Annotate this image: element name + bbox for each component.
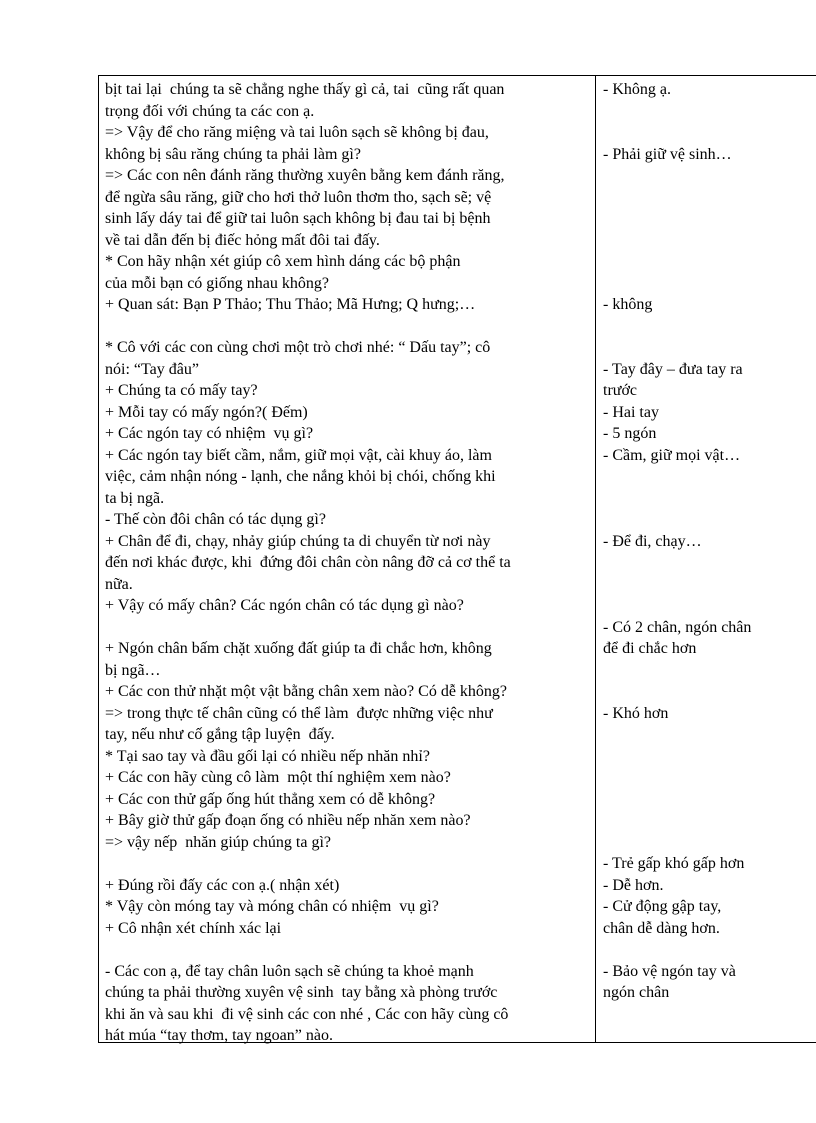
child-text-line <box>603 574 816 596</box>
child-text-line <box>603 746 816 768</box>
child-text-line: - Dễ hơn. <box>603 876 664 894</box>
child-text-line <box>603 789 816 811</box>
column-divider <box>595 76 596 1042</box>
teacher-text-line: ta bị ngã. <box>105 489 165 507</box>
child-text-line <box>603 767 816 789</box>
child-text-line: để đi chắc hơn <box>603 640 697 657</box>
child-text-line: - Bảo vệ ngón tay và <box>603 962 736 980</box>
teacher-text-line: bị ngã… <box>105 661 161 679</box>
child-text-line <box>603 595 816 617</box>
child-text-line: - Có 2 chân, ngón chân <box>603 618 752 636</box>
child-text-line <box>603 832 816 854</box>
child-text-line: - Cử động gập tay, <box>603 898 722 915</box>
lesson-table <box>98 75 816 1043</box>
teacher-text-line: nữa. <box>105 575 133 593</box>
teacher-text-line: - Các con ạ, để tay chân luôn sạch sẽ chúng ta khoẻ mạnh <box>105 962 474 980</box>
child-text-line <box>603 230 816 252</box>
child-text-line: - Hai tay <box>603 403 659 421</box>
teacher-text-line: của mỗi bạn có giống nhau không? <box>105 274 329 292</box>
teacher-text-line: + Đúng rồi đấy các con ạ.( nhận xét) <box>105 876 340 894</box>
child-text-line <box>603 939 816 961</box>
teacher-text-line: * Cô với các con cùng chơi một trò chơi nhé: “ Dấu tay”; cô <box>105 339 491 356</box>
teacher-text-line <box>105 853 589 875</box>
teacher-text-line: đến nơi khác được, khi đứng đôi chân còn nâng đỡ cả cơ thể ta <box>105 554 511 571</box>
teacher-text-line: => vậy nếp nhăn giúp chúng ta gì? <box>105 833 331 851</box>
child-text-line <box>603 466 816 488</box>
child-text-line: - Tay đây – đưa tay ra <box>603 360 743 378</box>
child-text-line <box>603 660 816 682</box>
teacher-text-line: => Vậy để cho răng miệng và tai luôn sạch sẽ không bị đau, <box>105 124 489 141</box>
child-text-line <box>603 724 816 746</box>
child-text-line: - Trẻ gấp khó gấp hơn <box>603 855 745 872</box>
teacher-text-line: + Các con hãy cùng cô làm một thí nghiệm xem nào? <box>105 769 451 786</box>
child-text-line <box>603 488 816 510</box>
teacher-text-line: hát múa “tay thơm, tay ngoan” nào. <box>105 1027 333 1044</box>
teacher-text-line: việc, cảm nhận nóng - lạnh, che nắng khỏi bị chói, chống khi <box>105 468 496 485</box>
teacher-text-line: + Mỗi tay có mấy ngón?( Đếm) <box>105 403 308 421</box>
teacher-text-line: => trong thực tế chân cũng có thể làm được những việc như <box>105 704 493 722</box>
child-text-line <box>603 122 816 144</box>
teacher-text-line: + Cô nhận xét chính xác lại <box>105 919 282 937</box>
teacher-text-line: để ngừa sâu răng, giữ cho hơi thở luôn thơm tho, sạch sẽ; vệ <box>105 188 492 206</box>
teacher-activity-column <box>105 79 589 1047</box>
teacher-text-line <box>105 617 589 639</box>
child-text-line: - Không ạ. <box>603 81 671 98</box>
teacher-text-line: + Bây giờ thử gấp đoạn ống có nhiều nếp nhăn xem nào? <box>105 812 471 829</box>
teacher-text-line: + Chúng ta có mấy tay? <box>105 382 258 399</box>
child-text-line <box>603 208 816 230</box>
teacher-text-line: nói: “Tay đâu” <box>105 360 199 378</box>
teacher-text-line: + Chân để đi, chạy, nhảy giúp chúng ta di chuyển từ nơi này <box>105 532 491 550</box>
teacher-text-line: => Các con nên đánh răng thường xuyên bằng kem đánh răng, <box>105 167 505 184</box>
teacher-text-line: - Thế còn đôi chân có tác dụng gì? <box>105 511 326 528</box>
child-text-line <box>603 509 816 531</box>
child-text-line <box>603 101 816 123</box>
teacher-text-line: + Các con thử nhặt một vật bằng chân xem nào? Có dễ không? <box>105 683 508 700</box>
child-text-line: - không <box>603 296 653 313</box>
teacher-text-line: + Quan sát: Bạn P Thảo; Thu Thảo; Mã Hưng; Q hưng;… <box>105 296 476 313</box>
child-activity-column <box>603 79 816 1004</box>
child-text-line: chân dễ dàng hơn. <box>603 919 720 937</box>
teacher-text-line: * Vậy còn móng tay và móng chân có nhiệm vụ gì? <box>105 898 439 915</box>
teacher-text-line: + Các ngón tay biết cầm, nắm, giữ mọi vật, cài khuy áo, làm <box>105 446 492 464</box>
child-text-line: - Cầm, giữ mọi vật… <box>603 446 741 464</box>
teacher-text-line: khi ăn và sau khi đi vệ sinh các con nhé , Các con hãy cùng cô <box>105 1005 509 1023</box>
child-text-line <box>603 251 816 273</box>
teacher-text-line: trọng đối với chúng ta các con ạ. <box>105 102 315 120</box>
teacher-text-line: * Con hãy nhận xét giúp cô xem hình dáng các bộ phận <box>105 253 461 270</box>
child-text-line: - Để đi, chạy… <box>603 532 702 550</box>
teacher-text-line: + Vậy có mấy chân? Các ngón chân có tác dụng gì nào? <box>105 597 464 614</box>
teacher-text-line: về tai dẫn đến bị điếc hỏng mất đôi tai đấy. <box>105 231 380 249</box>
teacher-text-line: bịt tai lại chúng ta sẽ chẳng nghe thấy gì cả, tai cũng rất quan <box>105 81 505 98</box>
teacher-text-line: không bị sâu răng chúng ta phải làm gì? <box>105 145 361 163</box>
teacher-text-line: + Ngón chân bấm chặt xuống đất giúp ta đi chắc hơn, không <box>105 640 492 657</box>
teacher-text-line: tay, nếu như cố gắng tập luyện đấy. <box>105 726 335 743</box>
teacher-text-line <box>105 316 589 338</box>
teacher-text-line: + Các con thử gấp ống hút thẳng xem có dễ không? <box>105 790 436 808</box>
teacher-text-line: chúng ta phải thường xuyên vệ sinh tay bằng xà phòng trước <box>105 984 498 1001</box>
child-text-line <box>603 165 816 187</box>
child-text-line <box>603 316 816 338</box>
child-text-line <box>603 810 816 832</box>
child-text-line: - 5 ngón <box>603 425 657 442</box>
child-text-line <box>603 337 816 359</box>
child-text-line <box>603 273 816 295</box>
child-text-line: - Khó hơn <box>603 704 669 722</box>
child-text-line: trước <box>603 382 638 399</box>
teacher-text-line: * Tại sao tay và đầu gối lại có nhiều nếp nhăn nhỉ? <box>105 747 430 765</box>
child-text-line <box>603 187 816 209</box>
teacher-text-line: + Các ngón tay có nhiệm vụ gì? <box>105 425 314 442</box>
child-text-line <box>603 681 816 703</box>
child-text-line: - Phải giữ vệ sinh… <box>603 145 732 163</box>
child-text-line <box>603 552 816 574</box>
teacher-text-line <box>105 939 589 961</box>
teacher-text-line: sinh lấy dáy tai để giữ tai luôn sạch không bị đau tai bị bệnh <box>105 210 491 227</box>
child-text-line: ngón chân <box>603 984 670 1001</box>
